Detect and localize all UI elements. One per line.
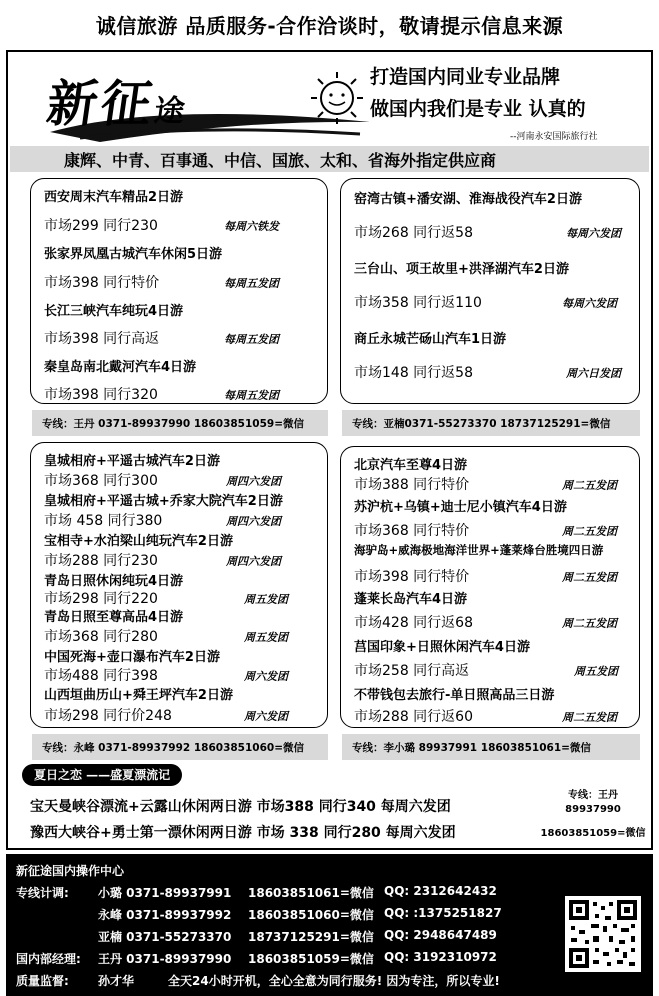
brand-logo (40, 62, 380, 142)
box2-contact: 专线：亚楠0371-55273370 18737125291=微信 (342, 410, 640, 436)
route-price: 市场398 同行特价 (44, 275, 160, 291)
route-schedule: 周四六发团 (226, 475, 281, 488)
route-schedule: 周二五发团 (562, 571, 617, 584)
route-title: 皇城相府+平遥古城汽车2日游 (44, 454, 220, 469)
route-title: 张家界凤凰古城汽车休闲5日游 (44, 247, 223, 262)
route-schedule: 每周六铁发 (224, 220, 279, 233)
route-title: 窑湾古镇+潘安湖、淮海战役汽车2日游 (354, 192, 582, 207)
rafting-line: 宝天曼峡谷漂流+云露山休闲两日游 市场388 同行340 每周六发团 (30, 799, 451, 815)
route-schedule: 每周六发团 (566, 227, 621, 240)
route-schedule: 周二五发团 (562, 525, 617, 538)
rafting-contact-wechat: 18603851059=微信 (540, 828, 646, 839)
route-price: 市场298 同行220 (44, 591, 158, 607)
route-schedule: 周五发团 (574, 665, 618, 678)
route-title: 西安周末汽车精品2日游 (44, 190, 184, 205)
hotline-wechat: 18603851061=微信 (248, 886, 374, 900)
manager-label: 国内部经理: (16, 952, 81, 966)
route-price: 市场488 同行398 (44, 668, 158, 684)
slogan-line-1: 打造国内同业专业品牌 (370, 66, 561, 88)
route-price: 市场299 同行230 (44, 218, 158, 234)
hotline-wechat: 18603851060=微信 (248, 908, 374, 922)
route-schedule: 周二五发团 (562, 711, 617, 724)
brand-name (43, 64, 191, 136)
route-price: 市场288 同行230 (44, 553, 158, 569)
qc-name: 孙才华 (98, 974, 135, 988)
route-title: 青岛日照休闲纯玩4日游 (44, 574, 184, 589)
route-title: 皇城相府+平遥古城+乔家大院汽车2日游 (44, 494, 283, 509)
route-price: 市场398 同行特价 (354, 569, 470, 585)
manager-qq: QQ: 3192310972 (384, 950, 497, 964)
route-title: 北京汽车至尊4日游 (354, 458, 468, 473)
top-banner: 诚信旅游 品质服务-合作洽谈时，敬请提示信息来源 (95, 13, 564, 38)
route-price: 市场148 同行返58 (354, 365, 473, 381)
route-schedule: 周六日发团 (566, 367, 621, 380)
slogan-line-2: 做国内我们是专业 认真的 (370, 98, 586, 120)
sun-icon (302, 66, 372, 126)
route-schedule: 周四六发团 (226, 515, 281, 528)
route-title: 蓬莱长岛汽车4日游 (354, 592, 468, 607)
hotline-wechat: 18737125291=微信 (248, 930, 374, 944)
route-title: 秦皇岛南北戴河汽车4日游 (44, 360, 197, 375)
route-price: 市场258 同行高返 (354, 663, 470, 679)
route-price: 市场398 同行320 (44, 387, 158, 403)
route-title: 中国死海+壶口瀑布汽车2日游 (44, 650, 220, 665)
ops-center-title: 新征途国内操作中心 (16, 864, 125, 878)
rafting-contact-phone: 89937990 (565, 804, 621, 815)
route-title: 海驴岛+威海极地海洋世界+蓬莱烽台胜境四日游 (354, 543, 604, 557)
hotline-label: 专线计调: (16, 886, 69, 900)
route-title: 不带钱包去旅行-单日照高品三日游 (354, 688, 555, 703)
hotline-qq: QQ: 2948647489 (384, 928, 497, 942)
route-price: 市场268 同行返58 (354, 225, 473, 241)
rafting-line: 豫西大峡谷+勇士第一漂休闲两日游 市场 338 同行280 每周六发团 (30, 825, 456, 841)
box1-contact: 专线：王丹 0371-89937990 18603851059=微信 (32, 410, 328, 436)
route-schedule: 周六发团 (244, 710, 288, 723)
route-price: 市场358 同行返110 (354, 295, 482, 311)
hotline-qq: QQ: :1375251827 (384, 906, 502, 920)
rafting-title: 夏日之恋 ——盛夏漂流记 (22, 764, 182, 786)
qr-code-graphic (565, 896, 641, 972)
hotline-row: 亚楠 0371-55273370 (98, 930, 232, 944)
route-title: 莒国印象+日照休闲汽车4日游 (354, 640, 530, 655)
route-schedule: 每周五发团 (224, 389, 279, 402)
brand-main: 新征 (43, 74, 160, 133)
route-schedule: 每周五发团 (224, 277, 279, 290)
box4-contact: 专线：李小璐 89937991 18603851061=微信 (342, 734, 640, 760)
route-title: 长江三峡汽车纯玩4日游 (44, 304, 184, 319)
qc-label: 质量监督: (16, 974, 69, 988)
route-title: 商丘永城芒砀山汽车1日游 (354, 332, 507, 347)
hotline-qq: QQ: 2312642432 (384, 884, 497, 898)
route-price: 市场428 同行返68 (354, 615, 473, 631)
route-schedule: 每周六发团 (562, 297, 617, 310)
qr-code-icon (565, 896, 641, 972)
route-price: 市场288 同行返60 (354, 709, 473, 725)
route-price: 市场 458 同行380 (44, 513, 163, 529)
route-schedule: 周二五发团 (562, 479, 617, 492)
route-schedule: 周五发团 (244, 593, 288, 606)
route-schedule: 周二五发团 (562, 617, 617, 630)
manager-wechat: 18603851059=微信 (248, 952, 374, 966)
route-title: 三台山、项王故里+洪泽湖汽车2日游 (354, 262, 569, 277)
route-price: 市场388 同行特价 (354, 477, 470, 493)
hotline-row: 小璐 0371-89937991 (98, 886, 232, 900)
rafting-contact-name: 专线：王丹 (568, 790, 618, 801)
brand-tail: 途 (151, 94, 187, 129)
suppliers-bar: 康辉、中青、百事通、中信、国旅、太和、省海外指定供应商 (10, 146, 649, 172)
route-title: 宝相寺+水泊梁山纯玩汽车2日游 (44, 534, 233, 549)
route-title: 山西垣曲历山+舜王坪汽车2日游 (44, 688, 233, 703)
manager-contact: 王丹 0371-89937990 (98, 952, 232, 966)
route-price: 市场368 同行300 (44, 473, 158, 489)
route-schedule: 每周五发团 (224, 333, 279, 346)
slogan-source: --河南永安国际旅行社 (510, 132, 598, 142)
route-title: 青岛日照至尊高品4日游 (44, 610, 184, 625)
route-price: 市场298 同行价248 (44, 708, 172, 724)
box3-contact: 专线：永峰 0371-89937992 18603851060=微信 (32, 734, 328, 760)
route-price: 市场368 同行特价 (354, 523, 470, 539)
footer (6, 854, 653, 996)
route-price: 市场368 同行280 (44, 629, 158, 645)
route-title: 苏沪杭+乌镇+迪士尼小镇汽车4日游 (354, 500, 567, 515)
route-price: 市场398 同行高返 (44, 331, 160, 347)
route-schedule: 周五发团 (244, 631, 288, 644)
route-schedule: 周四六发团 (226, 555, 281, 568)
hotline-row: 永峰 0371-89937992 (98, 908, 232, 922)
qc-note: 全天24小时开机，全心全意为同行服务! 因为专注，所以专业! (168, 974, 500, 988)
route-schedule: 周六发团 (244, 670, 288, 683)
